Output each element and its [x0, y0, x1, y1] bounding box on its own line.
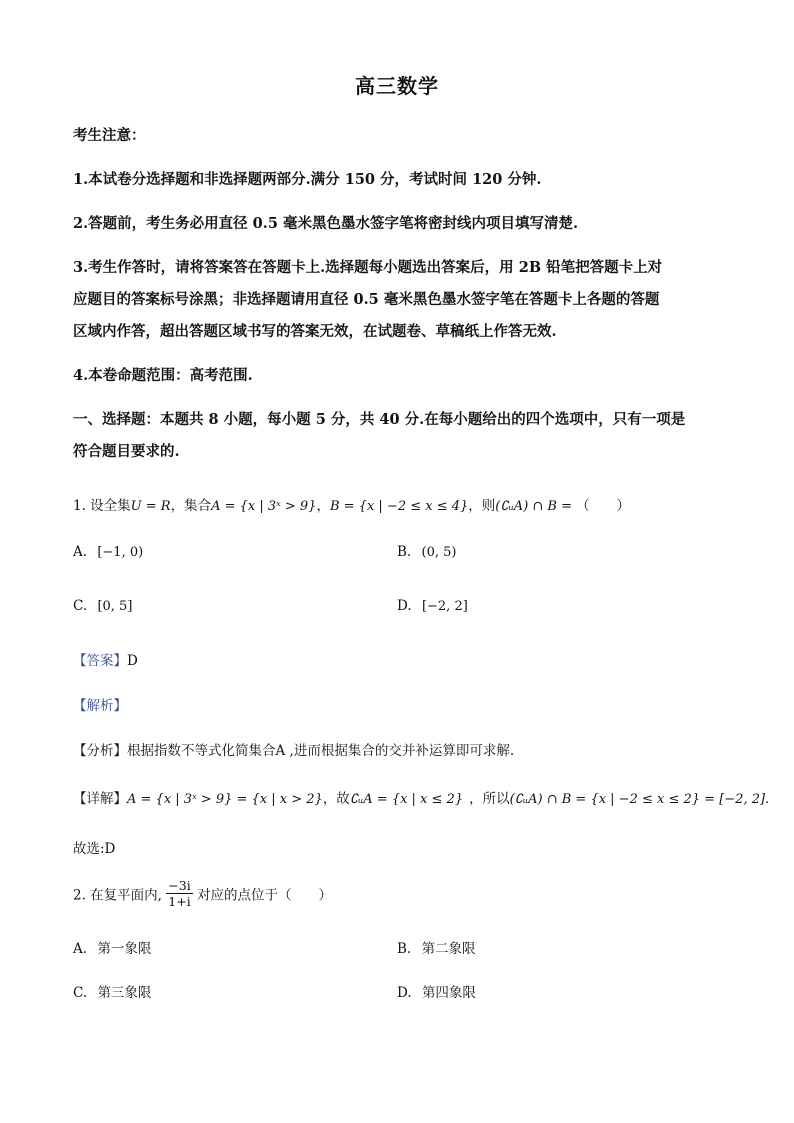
fenxi-text: 根据指数不等式化简集合A ,进而根据集合的交并补运算即可求解.: [127, 743, 515, 759]
option-label: C.: [73, 598, 88, 614]
option-label: B.: [397, 544, 412, 560]
notice-item-2: 2.答题前，考生务必用直径 0.5 毫米黑色墨水签字笔将密封线内项目填写清楚.: [73, 215, 579, 232]
answer-value: D: [127, 653, 138, 669]
set-a: A = {x | 3ˣ > 9}: [211, 499, 317, 514]
conclusion: 故选:D: [73, 841, 116, 857]
detail-complement: ∁ᵤA = {x | x ≤ 2}: [349, 792, 464, 807]
detail-set-a: A = {x | 3ˣ > 9} = {x | x > 2}: [127, 792, 323, 807]
q1-option-b: [397, 544, 456, 560]
option-value: [0, 5]: [97, 599, 133, 614]
detail-line: [73, 787, 769, 807]
notice-item-3-line-2: 应题目的答案标号涂黑；非选择题请用直径 0.5 毫米黑色墨水签字笔在答题卡上各题的答题: [73, 291, 660, 308]
question-2: [73, 878, 332, 909]
analysis-tag: 【解析】: [73, 698, 127, 714]
section-heading-line-1: 一、选择题：本题共 8 小题，每小题 5 分，共 40 分.在每小题给出的四个选项中，只有一项是: [73, 411, 686, 428]
notice-item-3-line-1: 3.考生作答时，请将答案答在答题卡上.选择题每小题选出答案后，用 2B 铅笔把答题卡上对: [73, 259, 663, 276]
answer-tag: 【答案】: [73, 653, 127, 669]
question-1-then: ，则: [468, 498, 496, 514]
option-value: 第四象限: [421, 985, 476, 1001]
option-value: 第一象限: [97, 941, 152, 957]
option-value: 第二象限: [421, 941, 476, 957]
question-1: [73, 494, 630, 514]
option-label: A.: [73, 941, 88, 957]
option-value: [−2, 2]: [421, 599, 468, 614]
detail-text: ，所以: [469, 791, 510, 807]
q2-option-d: [397, 981, 476, 1001]
option-label: A.: [73, 544, 88, 560]
option-value: (0, 5): [421, 545, 457, 560]
notice-heading: 考生注意：: [73, 127, 146, 144]
option-value: [−1, 0): [97, 545, 144, 560]
option-label: B.: [397, 941, 412, 957]
q2-option-a: [73, 937, 151, 957]
question-1-text: ，集合: [170, 498, 212, 514]
detail-tag: 【详解】: [73, 791, 127, 807]
option-value: 第三象限: [97, 985, 152, 1001]
answer-paren: （ ）: [576, 498, 631, 514]
question-2-suffix: 对应的点位于（ ）: [197, 887, 332, 904]
detail-result: (∁ᵤA) ∩ B = {x | −2 ≤ x ≤ 2} = [−2, 2].: [509, 792, 770, 807]
universe-set: U = R: [130, 499, 171, 514]
notice-item-1: 1.本试卷分选择题和非选择题两部分.满分 150 分，考试时间 120 分钟.: [73, 171, 542, 188]
q1-option-d: [397, 598, 468, 614]
option-label: D.: [397, 598, 412, 614]
q2-option-c: [73, 981, 151, 1001]
notice-item-4: 4.本卷命题范围：高考范围.: [73, 367, 253, 384]
question-1-prefix: 1. 设全集: [73, 498, 131, 514]
complex-fraction: [166, 878, 192, 909]
analysis-line: [73, 694, 127, 714]
fenxi-line: [73, 739, 514, 759]
detail-text: ，故: [322, 791, 350, 807]
answer-line: [73, 649, 138, 669]
question-1-expression: (∁ᵤA) ∩ B =: [495, 499, 573, 514]
set-b: B = {x | −2 ≤ x ≤ 4}: [329, 499, 469, 514]
comma: ，: [316, 498, 330, 514]
option-label: D.: [397, 985, 412, 1001]
q1-option-c: [73, 598, 132, 614]
q2-option-b: [397, 937, 476, 957]
section-heading-line-2: 符合题目要求的.: [73, 443, 180, 460]
fraction-denominator: 1+i: [168, 894, 191, 909]
question-2-prefix: 2. 在复平面内,: [73, 887, 162, 904]
option-label: C.: [73, 985, 88, 1001]
notice-item-3-line-3: 区域内作答，超出答题区域书写的答案无效，在试题卷、草稿纸上作答无效.: [73, 323, 557, 340]
q1-option-a: [73, 544, 143, 560]
page-title: 高三数学: [355, 74, 439, 98]
fraction-numerator: −3i: [168, 878, 191, 893]
fenxi-tag: 【分析】: [73, 743, 127, 759]
